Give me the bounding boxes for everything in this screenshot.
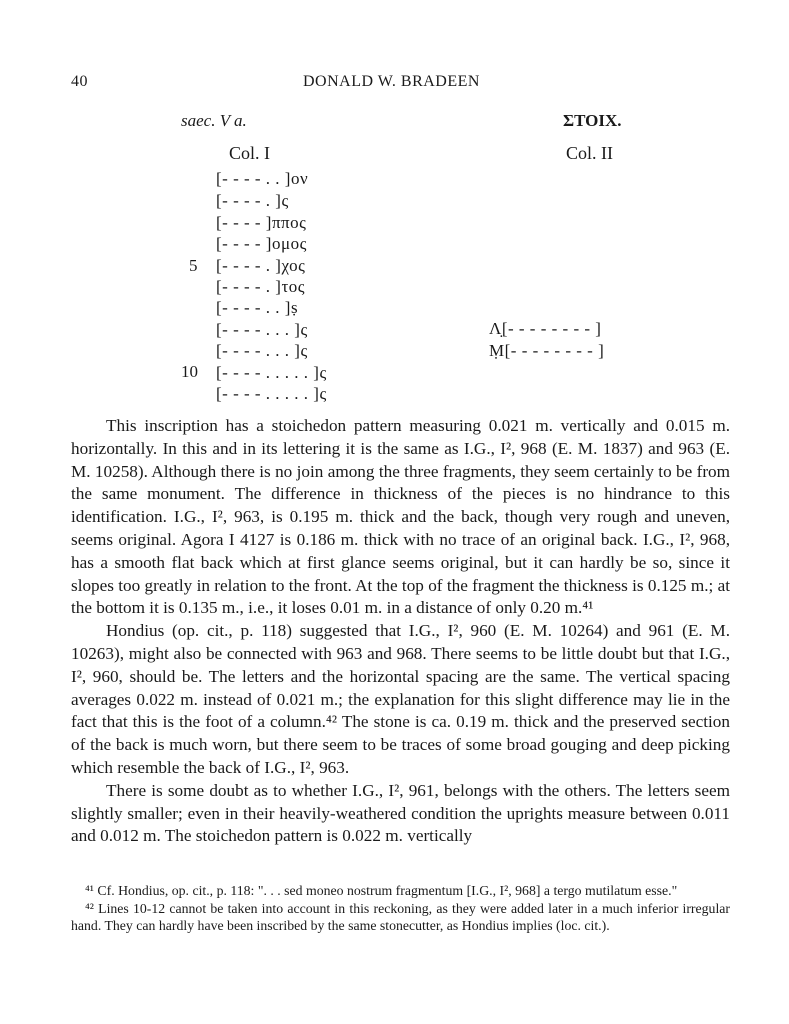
running-head-author: DONALD W. BRADEEN [303, 73, 480, 90]
page-number: 40 [71, 73, 88, 90]
inscription-line: [- - - - ]ομος [216, 234, 307, 253]
inscription-line: [- - - - . . . . . ]ς [216, 363, 327, 382]
footnotes [71, 882, 730, 935]
inscription-line: [- - - - ]ππος [216, 213, 307, 232]
column-2-heading: Col. II [566, 143, 613, 163]
inscription-line: [- - - - . . . . . ]ς [216, 384, 327, 403]
inscription-line: [- - - - . . . ]ς [216, 320, 308, 339]
body-text [71, 415, 730, 848]
column-1-heading: Col. I [229, 143, 271, 163]
line-number-5: 5 [189, 256, 198, 275]
stoichedon-label: ΣΤΟΙΧ. [563, 111, 622, 130]
inscription-line: Ṃ[- - - - - - - - ] [489, 341, 605, 360]
inscription-line: [- - - - . ]χος [216, 256, 306, 275]
inscription-line: [- - - - . ]τος [216, 277, 306, 296]
inscription-line: [- - - - . ]ς [216, 191, 289, 210]
paragraph-3: There is some doubt as to whether I.G., I², 961, belongs with the others. The letters seem slightly smaller; even in their heavily-weathered condition the uprights measure between 0.011 and 0.012 m. The stoichedon pattern is 0.022 m. vertically [71, 780, 730, 846]
paragraph-2: Hondius (op. cit., p. 118) suggested that I.G., I², 960 (E. M. 10264) and 961 (E. M. 10263), might also be connected with 963 and 968. There seems to be little doubt but that I.G., I², 960, should be. The letters and the horizontal spacing are the same. The vertical spacing averages 0.022 m. instead of 0.021 m.; the explanation for this slight difference may lie in the fact that this is the foot of a column.⁴² The stone is ca. 0.19 m. thick and the preserved section of the back is much worn, but there seem to be traces of some broad gouging and deep picking which resemble the back of I.G., I², 963. [71, 621, 730, 777]
footnote-42: ⁴² Lines 10-12 cannot be taken into account in this reckoning, as they were added later in a much inferior irregular hand. They can hardly have been inscribed by the same stonecutter, as Hondius implies (loc. cit.). [71, 900, 730, 933]
line-number-10: 10 [181, 362, 198, 381]
inscription-line: [- - - - . . . ]ς [216, 341, 308, 360]
date-label: saec. V a. [181, 111, 247, 130]
footnote-41: ⁴¹ Cf. Hondius, op. cit., p. 118: ". . . sed moneo nostrum fragmentum [I.G., I², 968] a tergo mutilatum esse." [85, 883, 678, 898]
inscription-line: [- - - - . . ]ον [216, 169, 309, 188]
inscription-line: [- - - - . . ]ṣ [216, 298, 299, 317]
paragraph-1: This inscription has a stoichedon pattern measuring 0.021 m. vertically and 0.015 m. horizontally. In this and in its lettering it is the same as I.G., I², 968 (E. M. 1837) and 963 (E. M. 10258). Although there is no join among the three fragments, they seem certainly to be from the same monument. The difference in thickness of the pieces is no hindrance to this identification. I.G., I², 963, is 0.195 m. thick and the back, though very rough and uneven, seems original. Agora I 4127 is 0.186 m. thick with no trace of an original back. I.G., I², 968, has a smooth flat back which at first glance seems original, but it can hardly be so, since it slopes too greatly in relation to the front. At the top of the fragment the thickness is 0.125 m.; at the bottom it is 0.135 m., i.e., it loses 0.01 m. in a distance of only 0.20 m.⁴¹ [71, 416, 730, 618]
inscription-line: Λ̣[- - - - - - - - ] [489, 319, 602, 338]
